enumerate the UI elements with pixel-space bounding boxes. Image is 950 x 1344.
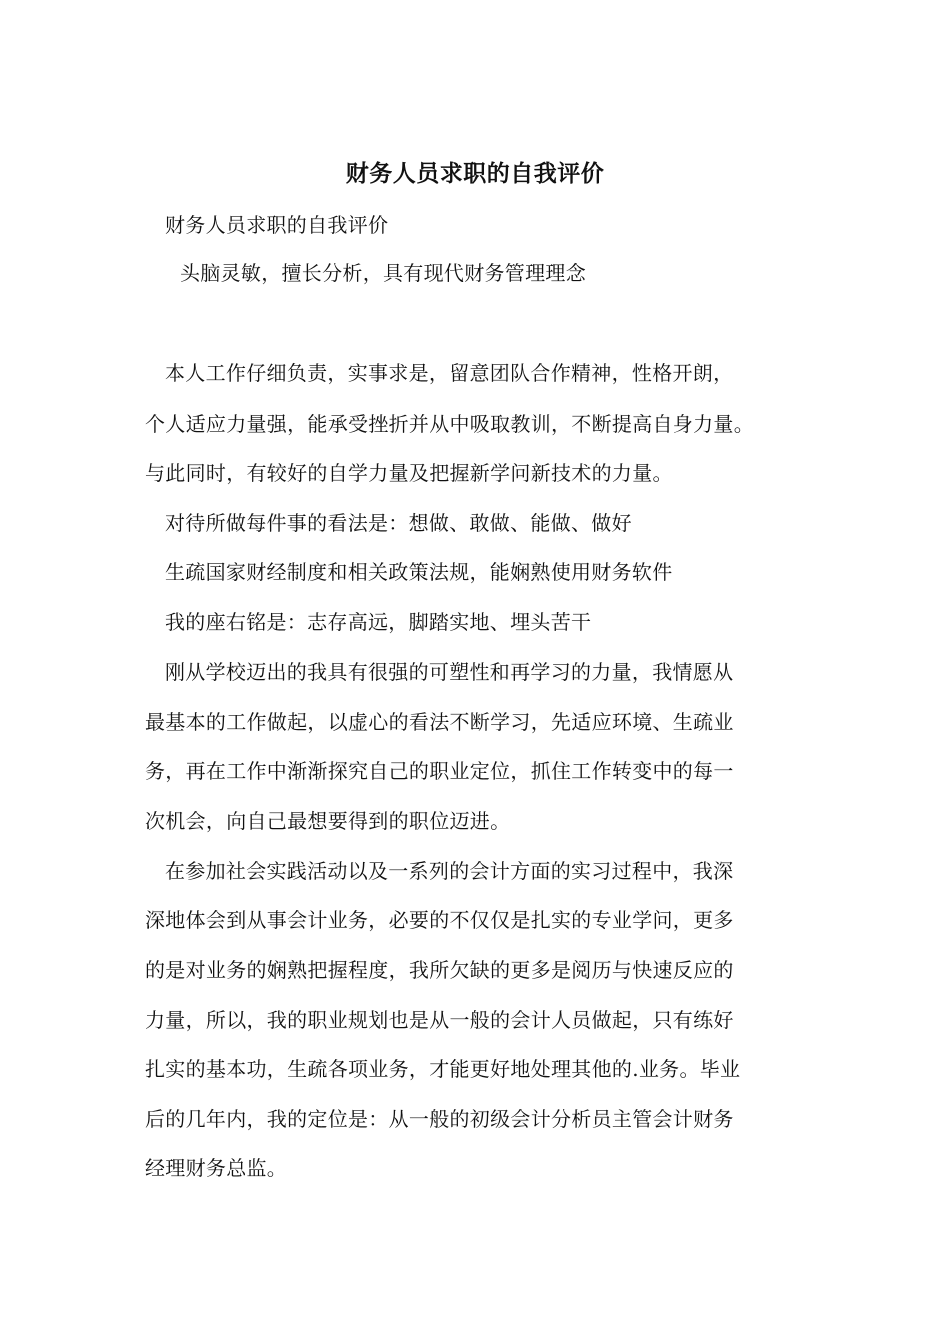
intro-line: 头脑灵敏，擅长分析，具有现代财务管理理念: [180, 261, 586, 285]
paragraph-line: 次机会，向自己最想要得到的职位迈进。: [145, 809, 511, 833]
paragraph-line: 本人工作仔细负责，实事求是，留意团队合作精神，性格开朗，: [165, 361, 734, 385]
paragraph-line: 个人适应力量强，能承受挫折并从中吸取教训，不断提高自身力量。: [145, 412, 754, 436]
familiar-line: 生疏国家财经制度和相关政策法规，能娴熟使用财务软件: [165, 560, 673, 584]
subtitle-line: 财务人员求职的自我评价: [165, 213, 389, 237]
paragraph-line: 务，再在工作中渐渐探究自己的职业定位，抓住工作转变中的每一: [145, 759, 734, 783]
paragraph-line: 的是对业务的娴熟把握程度，我所欠缺的更多是阅历与快速反应的: [145, 958, 734, 982]
paragraph-line: 经理财务总监。: [145, 1156, 288, 1180]
attitude-line: 对待所做每件事的看法是：想做、敢做、能做、做好: [165, 511, 632, 535]
paragraph-line: 与此同时，有较好的自学力量及把握新学问新技术的力量。: [145, 461, 673, 485]
paragraph-line: 在参加社会实践活动以及一系列的会计方面的实习过程中，我深: [165, 859, 734, 883]
paragraph-line: 力量，所以，我的职业规划也是从一般的会计人员做起，只有练好: [145, 1008, 734, 1032]
paragraph-line: 后的几年内，我的定位是：从一般的初级会计分析员主管会计财务: [145, 1107, 734, 1131]
paragraph-line: 深地体会到从事会计业务，必要的不仅仅是扎实的专业学问，更多: [145, 908, 734, 932]
paragraph-line: 最基本的工作做起，以虚心的看法不断学习，先适应环境、生疏业: [145, 710, 734, 734]
paragraph-line: 扎实的基本功，生疏各项业务，才能更好地处理其他的.业务。毕业: [145, 1057, 741, 1081]
motto-line: 我的座右铭是：志存高远，脚踏实地、埋头苦干: [165, 610, 592, 634]
document-title: 财务人员求职的自我评价: [345, 160, 605, 187]
paragraph-line: 刚从学校迈出的我具有很强的可塑性和再学习的力量，我情愿从: [165, 660, 734, 684]
